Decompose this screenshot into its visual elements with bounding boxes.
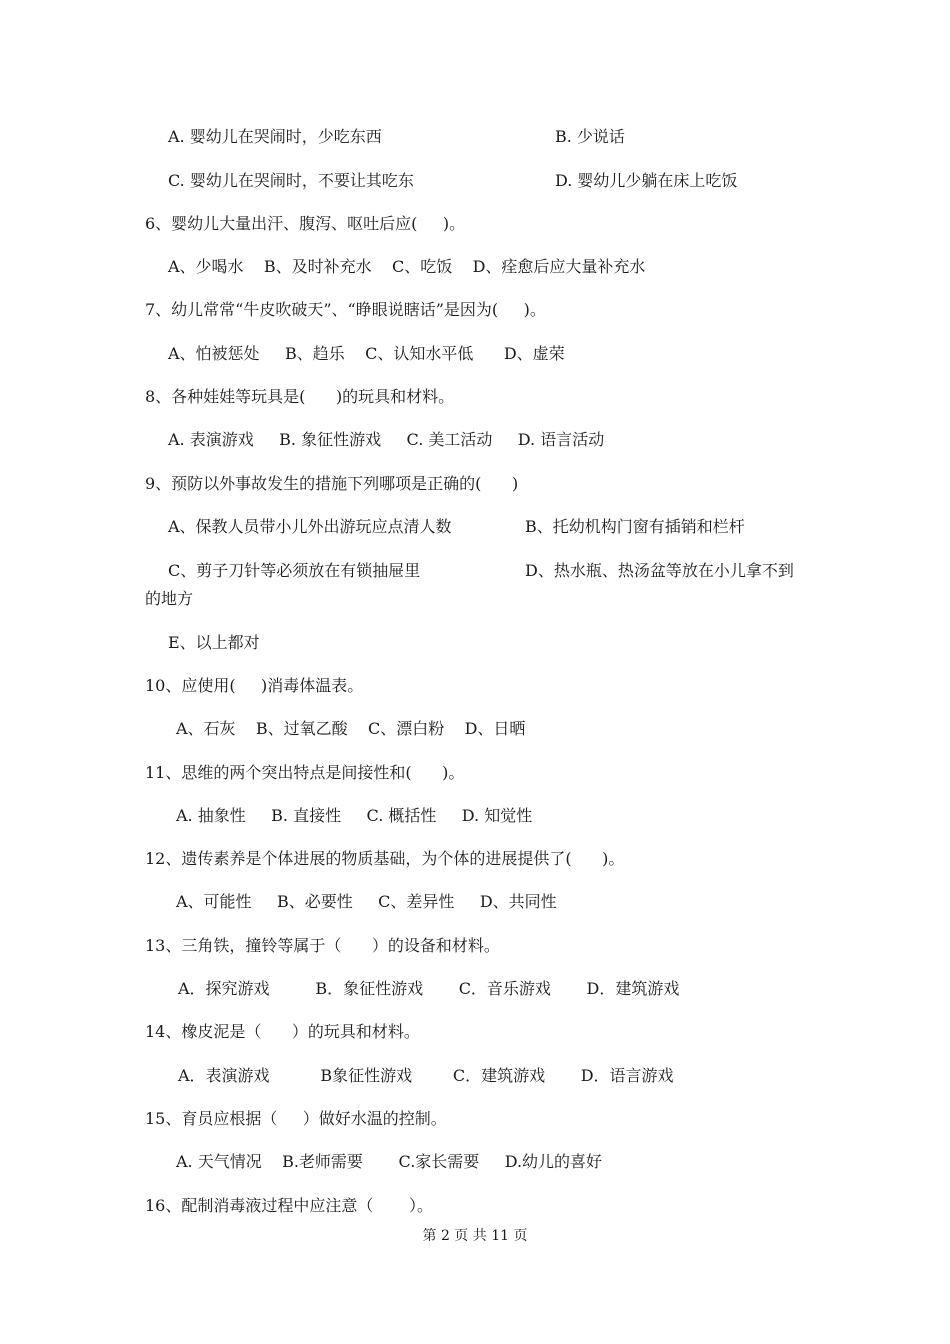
- q5-option-c: C. 婴幼儿在哭闹时，不要让其吃东: [168, 171, 414, 190]
- question-7: 7、幼儿常常“牛皮吹破天”、“睁眼说瞎话”是因为( )。: [145, 300, 546, 319]
- q5-option-d: D. 婴幼儿少躺在床上吃饭: [555, 171, 738, 190]
- question-12-options: A、可能性 B、必要性 C、差异性 D、共同性: [176, 892, 557, 911]
- question-14: 14、橡皮泥是（ ）的玩具和材料。: [145, 1022, 420, 1041]
- q9-option-d-continued: 的地方: [145, 589, 194, 608]
- question-8-options: A. 表演游戏 B. 象征性游戏 C. 美工活动 D. 语言活动: [168, 430, 605, 449]
- question-14-options: A．表演游戏 B象征性游戏 C．建筑游戏 D．语言游戏: [178, 1066, 674, 1085]
- q9-option-d: D、热水瓶、热汤盆等放在小儿拿不到: [525, 561, 794, 580]
- q9-option-e: E、以上都对: [168, 633, 260, 652]
- page-footer: 第 2 页 共 11 页: [422, 1228, 528, 1244]
- question-8: 8、各种娃娃等玩具是( )的玩具和材料。: [145, 387, 455, 406]
- q9-option-a: A、保教人员带小儿外出游玩应点清人数: [168, 517, 452, 536]
- q9-option-b: B、托幼机构门窗有插销和栏杆: [525, 517, 745, 536]
- q9-option-c: C、剪子刀针等必须放在有锁抽屉里: [168, 561, 421, 580]
- question-12: 12、遗传素养是个体进展的物质基础，为个体的进展提供了( )。: [145, 849, 625, 868]
- question-13-options: A．探究游戏 B．象征性游戏 C．音乐游戏 D．建筑游戏: [178, 979, 680, 998]
- question-6: 6、婴幼儿大量出汗、腹泻、呕吐后应( )。: [145, 214, 466, 233]
- question-16: 16、配制消毒液过程中应注意（ ）。: [145, 1196, 433, 1215]
- question-15: 15、育员应根据（ ）做好水温的控制。: [145, 1109, 447, 1128]
- question-6-options: A、少喝水 B、及时补充水 C、吃饭 D、痊愈后应大量补充水: [168, 257, 646, 276]
- q5-option-a: A. 婴幼儿在哭闹时，少吃东西: [168, 127, 382, 146]
- question-7-options: A、怕被惩处 B、趋乐 C、认知水平低 D、虚荣: [168, 344, 565, 363]
- question-13: 13、三角铁，撞铃等属于（ ）的设备和材料。: [145, 936, 500, 955]
- question-11: 11、思维的两个突出特点是间接性和( )。: [145, 763, 465, 782]
- question-10-options: A、石灰 B、过氧乙酸 C、漂白粉 D、日晒: [176, 719, 526, 738]
- question-11-options: A. 抽象性 B. 直接性 C. 概括性 D. 知觉性: [176, 806, 533, 825]
- question-10: 10、应使用( )消毒体温表。: [145, 676, 364, 695]
- question-15-options: A. 天气情况 B.老师需要 C.家长需要 D.幼儿的喜好: [176, 1152, 603, 1171]
- q5-option-b: B. 少说话: [555, 127, 625, 146]
- question-9: 9、预防以外事故发生的措施下列哪项是正确的( ): [145, 474, 519, 493]
